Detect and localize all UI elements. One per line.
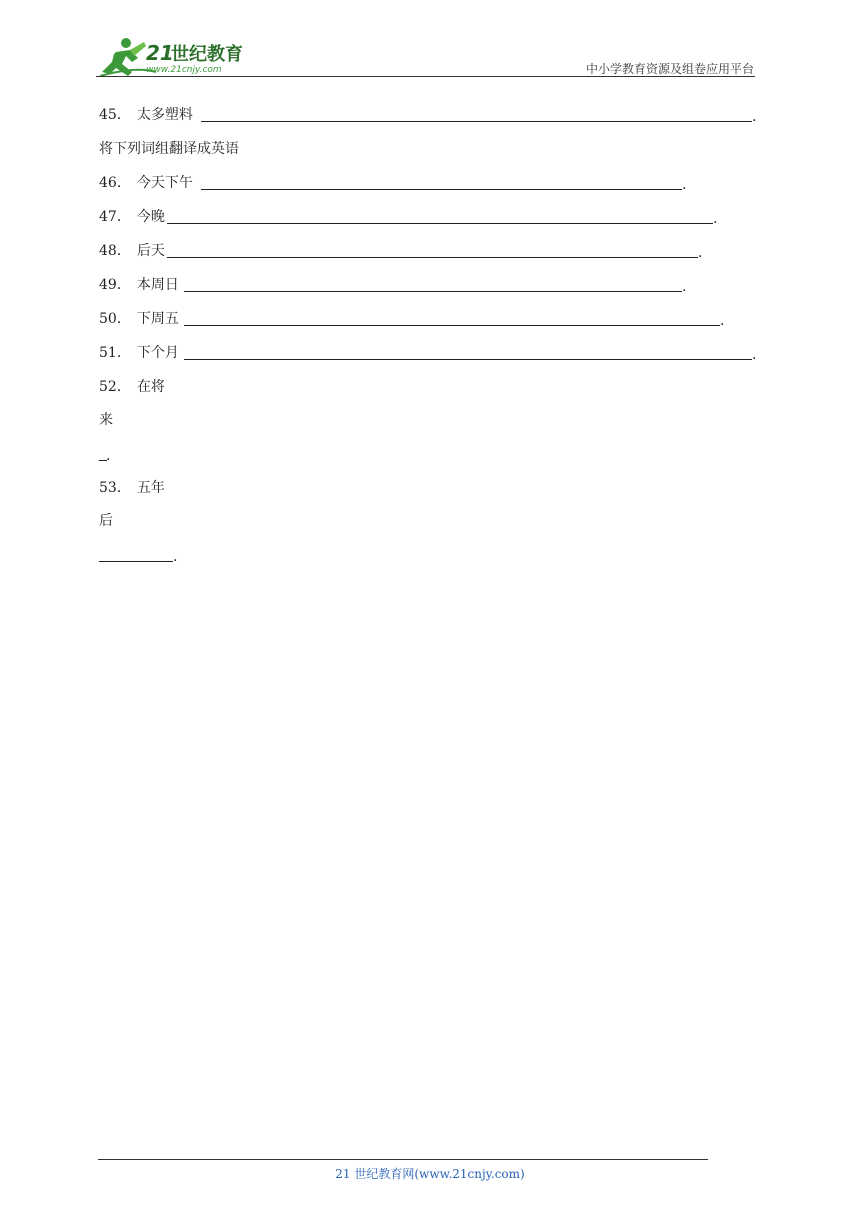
question-end-mark: . <box>752 347 757 363</box>
question-prompt: 今晚 <box>136 209 165 225</box>
answer-blank-50[interactable] <box>184 325 720 326</box>
question-number: 52． <box>99 379 131 395</box>
question-number: 47． <box>99 209 131 225</box>
question-end-mark: . <box>173 549 178 565</box>
question-number: 49． <box>99 277 131 293</box>
question-50 <box>99 309 179 329</box>
question-prompt: 太多塑料 <box>136 107 193 123</box>
question-end-mark: . <box>106 448 111 464</box>
runner-logo-icon <box>96 36 266 78</box>
question-52-wrap: 来 <box>99 412 113 428</box>
svg-text:21: 21 <box>146 41 174 65</box>
question-46 <box>99 173 193 193</box>
question-number: 48． <box>99 243 131 259</box>
question-number: 46． <box>99 175 131 191</box>
question-prompt: 今天下午 <box>136 175 193 191</box>
answer-blank-49[interactable] <box>184 291 682 292</box>
question-47 <box>99 207 165 227</box>
question-prompt: 在将 <box>136 379 165 395</box>
question-prompt: 本周日 <box>136 277 179 293</box>
question-number: 50． <box>99 311 131 327</box>
question-48 <box>99 241 165 261</box>
answer-blank-47[interactable] <box>167 223 713 224</box>
answer-blank-48[interactable] <box>167 257 698 258</box>
question-prompt: 下周五 <box>136 311 179 327</box>
question-53 <box>99 478 165 498</box>
footer-site-link[interactable]: 21 世纪教育网(www.21cnjy.com) <box>335 1167 525 1181</box>
question-52 <box>99 377 165 397</box>
question-53-wrap: 后 <box>99 513 113 529</box>
svg-text:世纪教育: 世纪教育 <box>171 44 243 65</box>
svg-text:www.21cnjy.com: www.21cnjy.com <box>146 65 222 75</box>
question-prompt: 下个月 <box>136 345 179 361</box>
question-number: 53． <box>99 480 131 496</box>
platform-name: 中小学教育资源及组卷应用平台 <box>585 62 754 76</box>
answer-blank-45[interactable] <box>201 121 752 122</box>
question-number: 51． <box>99 345 131 361</box>
site-logo <box>96 36 266 78</box>
question-end-mark: . <box>720 313 725 329</box>
footer-divider <box>98 1159 708 1160</box>
answer-blank-46[interactable] <box>201 189 682 190</box>
question-prompt: 五年 <box>136 480 165 496</box>
question-prompt: 后天 <box>136 243 165 259</box>
question-45 <box>99 105 193 125</box>
question-end-mark: . <box>698 245 703 261</box>
question-end-mark: . <box>682 177 687 193</box>
answer-blank-51[interactable] <box>184 359 752 360</box>
header-divider <box>96 76 755 77</box>
answer-blank-53[interactable] <box>99 561 173 562</box>
question-number: 45． <box>99 107 131 123</box>
question-end-mark: . <box>752 109 757 125</box>
section-instruction: 将下列词组翻译成英语 <box>99 141 239 157</box>
question-end-mark: . <box>713 211 718 227</box>
question-49 <box>99 275 179 295</box>
question-51 <box>99 343 179 363</box>
question-end-mark: . <box>682 279 687 295</box>
